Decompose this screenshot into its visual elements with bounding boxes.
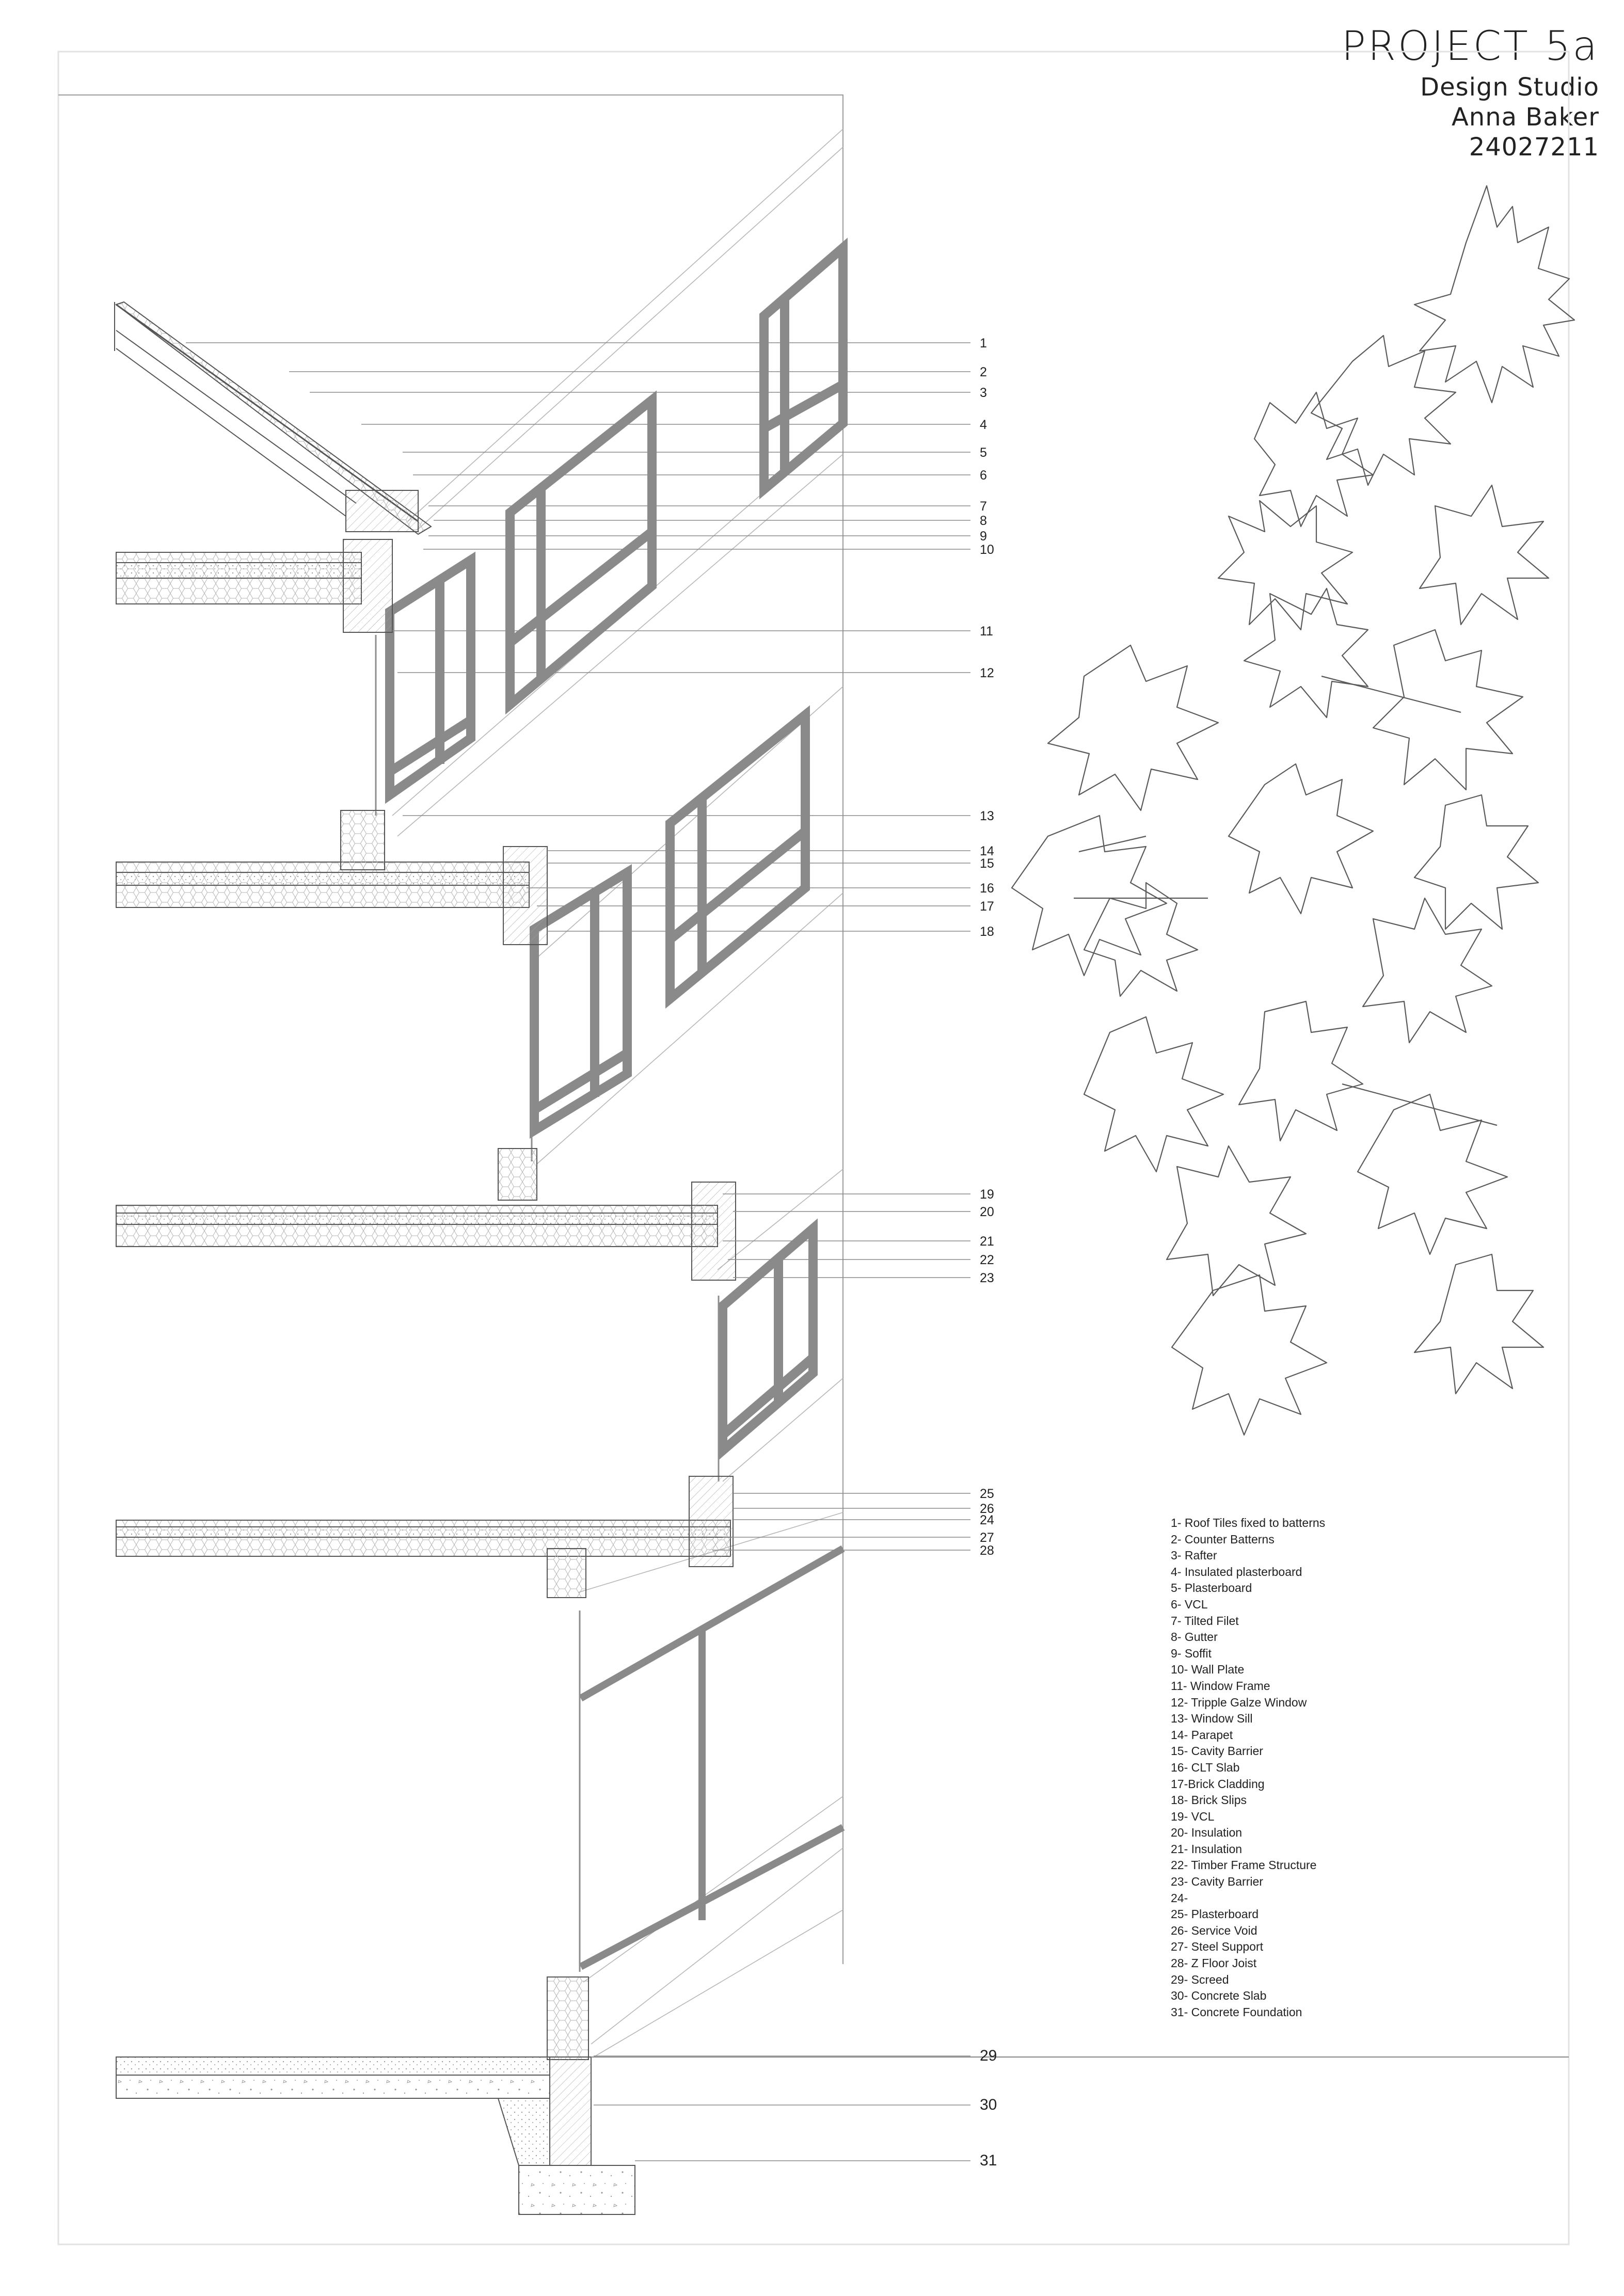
screed: [116, 2057, 550, 2075]
roof-section: [115, 302, 431, 534]
legend-item: 2- Counter Batterns: [1171, 1532, 1275, 1546]
callout-number: 23: [980, 1271, 994, 1285]
callout-number: 22: [980, 1253, 994, 1267]
callout-number: 18: [980, 924, 994, 939]
slab-level-3: [116, 1205, 718, 1247]
legend-item: 7- Tilted Filet: [1171, 1614, 1239, 1628]
legend-item: 16- CLT Slab: [1171, 1760, 1240, 1774]
callout-number: 10: [980, 543, 994, 557]
callout-number: 25: [980, 1487, 994, 1501]
callout-number: 7: [980, 499, 987, 514]
legend-item: 14- Parapet: [1171, 1728, 1233, 1742]
legend-item: 4- Insulated plasterboard: [1171, 1565, 1302, 1578]
callout-number: 9: [980, 529, 987, 544]
legend-item: 8- Gutter: [1171, 1630, 1218, 1644]
callout-number: 12: [980, 666, 994, 680]
callout-number: 8: [980, 514, 987, 528]
drawing-frame: [58, 95, 843, 1964]
legend-item: 11- Window Frame: [1171, 1679, 1270, 1693]
project-title: PROJECT 5a: [1341, 23, 1599, 70]
legend: [1171, 1515, 1439, 2020]
callout-number: 4: [980, 418, 987, 432]
legend-item: 30- Concrete Slab: [1171, 1989, 1267, 2003]
callout-number: 13: [980, 809, 994, 823]
legend-item: 17-Brick Cladding: [1171, 1777, 1265, 1791]
callout-number: 3: [980, 386, 987, 400]
legend-item: 23- Cavity Barrier: [1171, 1875, 1263, 1889]
concrete-slab: [116, 2075, 550, 2098]
callout-number: 11: [980, 624, 993, 639]
legend-item: 19- VCL: [1171, 1809, 1215, 1823]
callout-number: 31: [980, 2152, 997, 2169]
legend-item: 18- Brick Slips: [1171, 1793, 1247, 1807]
legend-item: 12- Tripple Galze Window: [1171, 1695, 1307, 1709]
legend-item: 15- Cavity Barrier: [1171, 1744, 1263, 1758]
callout-number: 24: [980, 1513, 994, 1527]
legend-item: 5- Plasterboard: [1171, 1581, 1252, 1595]
callout-number: 28: [980, 1543, 994, 1558]
legend-item: 20- Insulation: [1171, 1826, 1243, 1840]
callout-number: 20: [980, 1205, 994, 1219]
legend-item: 10- Wall Plate: [1171, 1663, 1245, 1677]
legend-item: 22- Timber Frame Structure: [1171, 1858, 1317, 1872]
callout-number: 26: [980, 1502, 994, 1516]
callout-number: 2: [980, 365, 987, 379]
callouts: [186, 336, 997, 2169]
callout-number: 30: [980, 2096, 997, 2113]
callout-number: 5: [980, 445, 987, 460]
callout-number: 17: [980, 899, 994, 914]
tree-outline: [1012, 186, 1574, 1435]
callout-number: 1: [980, 336, 987, 350]
ground-and-foundation: [116, 2057, 1569, 2214]
legend-item: 1- Roof Tiles fixed to batterns: [1171, 1516, 1326, 1529]
legend-item: 25- Plasterboard: [1171, 1907, 1259, 1921]
concrete-foundation: [519, 2165, 635, 2214]
legend-item: 28- Z Floor Joist: [1171, 1956, 1257, 1970]
legend-item: 27- Steel Support: [1171, 1940, 1264, 1954]
student-id: 24027211: [1469, 133, 1599, 162]
callout-number: 15: [980, 856, 994, 871]
legend-item: 24-: [1171, 1891, 1188, 1905]
legend-item: 21- Insulation: [1171, 1842, 1243, 1856]
legend-item: 3- Rafter: [1171, 1549, 1217, 1562]
author-name: Anna Baker: [1451, 103, 1599, 132]
legend-item: 26- Service Void: [1171, 1923, 1257, 1937]
callout-number: 29: [980, 2047, 997, 2064]
callout-number: 19: [980, 1187, 994, 1202]
callout-number: 6: [980, 468, 987, 483]
legend-item: 31- Concrete Foundation: [1171, 2005, 1302, 2019]
callout-number: 27: [980, 1530, 994, 1545]
legend-item: 9- Soffit: [1171, 1646, 1212, 1660]
callout-number: 16: [980, 881, 994, 896]
course-name: Design Studio: [1420, 73, 1599, 102]
legend-item: 13- Window Sill: [1171, 1712, 1253, 1726]
foundation-wall: [550, 2057, 591, 2165]
legend-item: 6- VCL: [1171, 1597, 1208, 1611]
callout-number: 21: [980, 1234, 994, 1249]
slab-level-4: [116, 1520, 730, 1556]
legend-item: 29- Screed: [1171, 1972, 1229, 1986]
callout-number: 14: [980, 844, 994, 858]
